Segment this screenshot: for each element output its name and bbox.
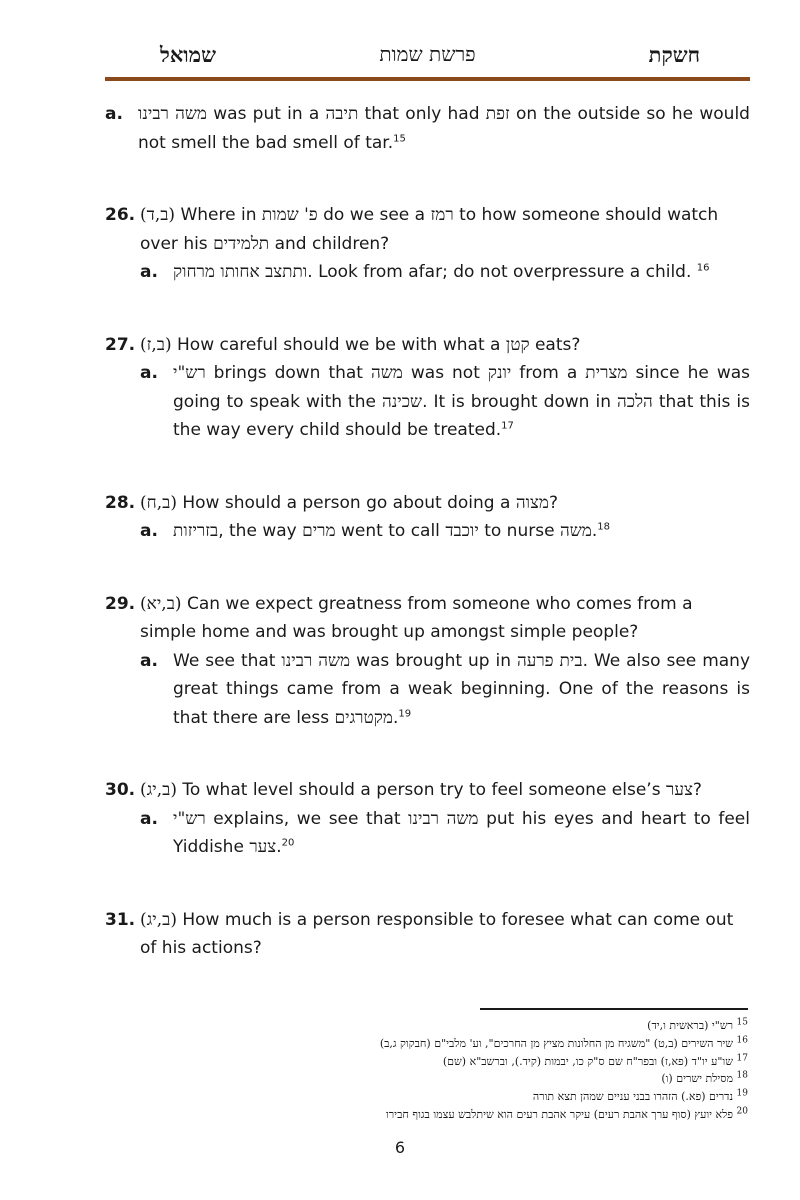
footnote-text: שיר השירים (ב,ט) "משגיח מן החלונות מציץ מן החרכים", וע' מלבי"ם (חבקוק ג,ב) [379,1036,734,1050]
hebrew-term: יונק [487,363,512,383]
answer-item [140,647,750,733]
hebrew-term: קטן [505,334,530,355]
question-block [105,489,750,546]
answer-label: a. [140,262,158,282]
hebrew-term: משה [370,363,403,383]
hebrew-term: הלכה [617,391,653,412]
footnote-ref: 15 [393,132,406,144]
text-run: . Look from afar; do not overpressure a child. [307,262,697,282]
header-book-title: חשקת [648,42,700,67]
question-number: 28. [105,492,136,513]
footnote-text: נדרים (פא.) הזהרו בבני עניים שמהן תצא תורה [532,1090,734,1104]
hebrew-term: יוכבד [445,521,479,541]
question-number: 31. [105,909,136,930]
text-run: from a [511,363,586,383]
answer-item [105,100,750,157]
hebrew-term: רמז [430,205,454,225]
question-text [105,489,750,518]
footnote-line [290,1070,748,1088]
hebrew-term: משה רבינו [408,808,479,829]
question-block [105,201,750,287]
text-run: Can we expect greatness from someone who comes from a simple home and was brought up amongst simple people? [140,593,693,642]
hebrew-term: ותתצב אחותו מרחוק [173,262,308,282]
footnote-text: פלא יועץ (סוף ערך אהבת רעים) עיקר אהבת רעים הוא שיתלבש עצמו בגוף חבירו [385,1107,734,1121]
hebrew-term: משה רבינו [138,104,208,124]
text-run: since he was going to speak with the [173,363,750,412]
text-run: was brought up in [350,650,517,671]
answer-item [140,805,750,862]
running-header [105,38,750,74]
text-run: How should a person go about doing a [176,492,516,513]
footnote-ref: 18 [597,521,610,533]
footnotes [290,1017,748,1124]
hebrew-term: תיבה [325,104,359,124]
text-run: To what level should a person try to feel someone else’s [176,780,666,800]
footnote-number: 20 [736,1106,748,1117]
text-run: Where in [175,205,262,225]
verse-reference: (ב,ח) [140,492,177,513]
hebrew-term: רש"י [173,808,206,829]
footnote-text: מסילת ישרים (ו) [661,1072,734,1086]
footnote-number: 16 [736,1035,748,1046]
footnote-number: 18 [736,1070,748,1081]
verse-reference: (ב,ז) [140,334,172,355]
verse-reference: (ב,ד) [140,205,176,225]
question-block [105,906,750,963]
hebrew-term: בית פרעה [516,650,583,671]
footnote-number: 15 [736,1017,748,1028]
hebrew-term: צער [249,837,277,857]
question-number: 30. [105,780,136,800]
question-text [105,201,750,258]
text-run: brings down that [205,363,371,383]
footnote-line [290,1088,748,1106]
answer-label: a. [140,808,158,829]
answer-item [140,517,750,546]
verse-reference: (ב,יג) [140,909,177,930]
text-run: went to call [335,521,446,541]
answer-label: a. [140,650,158,671]
verse-reference: (ב,יג) [140,780,177,800]
footnote-line [290,1017,748,1035]
question-block [105,590,750,733]
text-run: put his eyes and heart to feel Yiddishe [173,808,750,857]
footnote-ref: 19 [398,707,412,719]
footnote-ref: 20 [281,837,295,849]
question-block [105,776,750,862]
text-run: that this is the way every child should be treated. [173,391,750,440]
footnote-ref: 17 [501,420,514,432]
footnote-line [290,1106,748,1124]
footnote-text: רש"י (בראשית ו,יד) [647,1019,734,1032]
footnote-line [290,1053,748,1071]
text-run: . [392,707,399,728]
text-run: How much is a person responsible to foresee what can come out of his actions? [140,909,734,958]
answer-label: a. [105,104,123,124]
text-run: . We also see many great things came from a weak beginning. One of the reasons is that there are less [173,650,751,728]
question-text [105,776,750,805]
hebrew-term: מצרית [585,363,628,383]
question-text [105,590,750,647]
text-run: and children? [269,233,390,254]
text-run: on the outside so he would not smell the bad smell of tar. [138,104,750,153]
text-run: . It is brought down in [422,391,617,412]
text-run: explains, we see that [205,808,409,829]
text-run: do we see a [317,205,431,225]
question-number: 26. [105,205,136,225]
answer-item [140,359,750,445]
verse-reference: (ב,יא) [140,593,182,614]
text-run: to nurse [478,521,560,541]
text-run: eats? [529,334,581,355]
text-run: ? [548,492,558,513]
text-run: was put in a [207,104,326,124]
answer-label: a. [140,363,158,383]
text-run: was not [402,363,488,383]
question-number: 29. [105,593,136,614]
question-number: 27. [105,334,136,355]
hebrew-term: תלמידים [213,233,270,254]
hebrew-term: רש"י [173,363,206,383]
hebrew-term: משה [559,521,592,541]
text-run: that only had [358,104,486,124]
footnote-line [290,1035,748,1053]
hebrew-term: צער [665,780,693,800]
text-run: to how someone should watch over his [140,205,719,254]
text-run: How careful should we be with what a [171,334,506,355]
footnote-divider [480,1008,748,1010]
answer-item [140,258,750,287]
header-left-title: שמואל [160,42,216,67]
footnote-ref: 16 [696,262,710,274]
header-divider [105,77,750,81]
footnote-text: שו"ע יו"ד (פא,ז) ובפר"ח שם ס"ק כו, יבמות (קיד.), וברשב"א (שם) [442,1054,734,1068]
page-number: 6 [394,1138,406,1157]
hebrew-term: משה רבינו [281,650,351,671]
header-parsha-title: פרשת שמות [379,42,476,66]
footnote-number: 17 [736,1052,748,1063]
hebrew-term: מרים [302,521,336,541]
footnote-number: 19 [736,1088,748,1099]
hebrew-term: זפת [485,104,510,124]
question-list [105,100,750,963]
answer-label: a. [140,521,158,541]
text-run: . [591,521,598,541]
hebrew-term: מצוה [515,492,549,513]
hebrew-term: שכינה [381,391,423,412]
text-run: ? [692,780,702,800]
text-run: , the way [218,521,303,541]
question-text [105,331,750,360]
hebrew-term: מקטרגים [334,707,393,728]
question-block [105,331,750,445]
question-text [105,906,750,963]
text-run: . [276,837,282,857]
text-run: We see that [173,650,282,671]
hebrew-term: בזריזות [173,521,219,541]
hebrew-term: פ' שמות [261,205,318,225]
